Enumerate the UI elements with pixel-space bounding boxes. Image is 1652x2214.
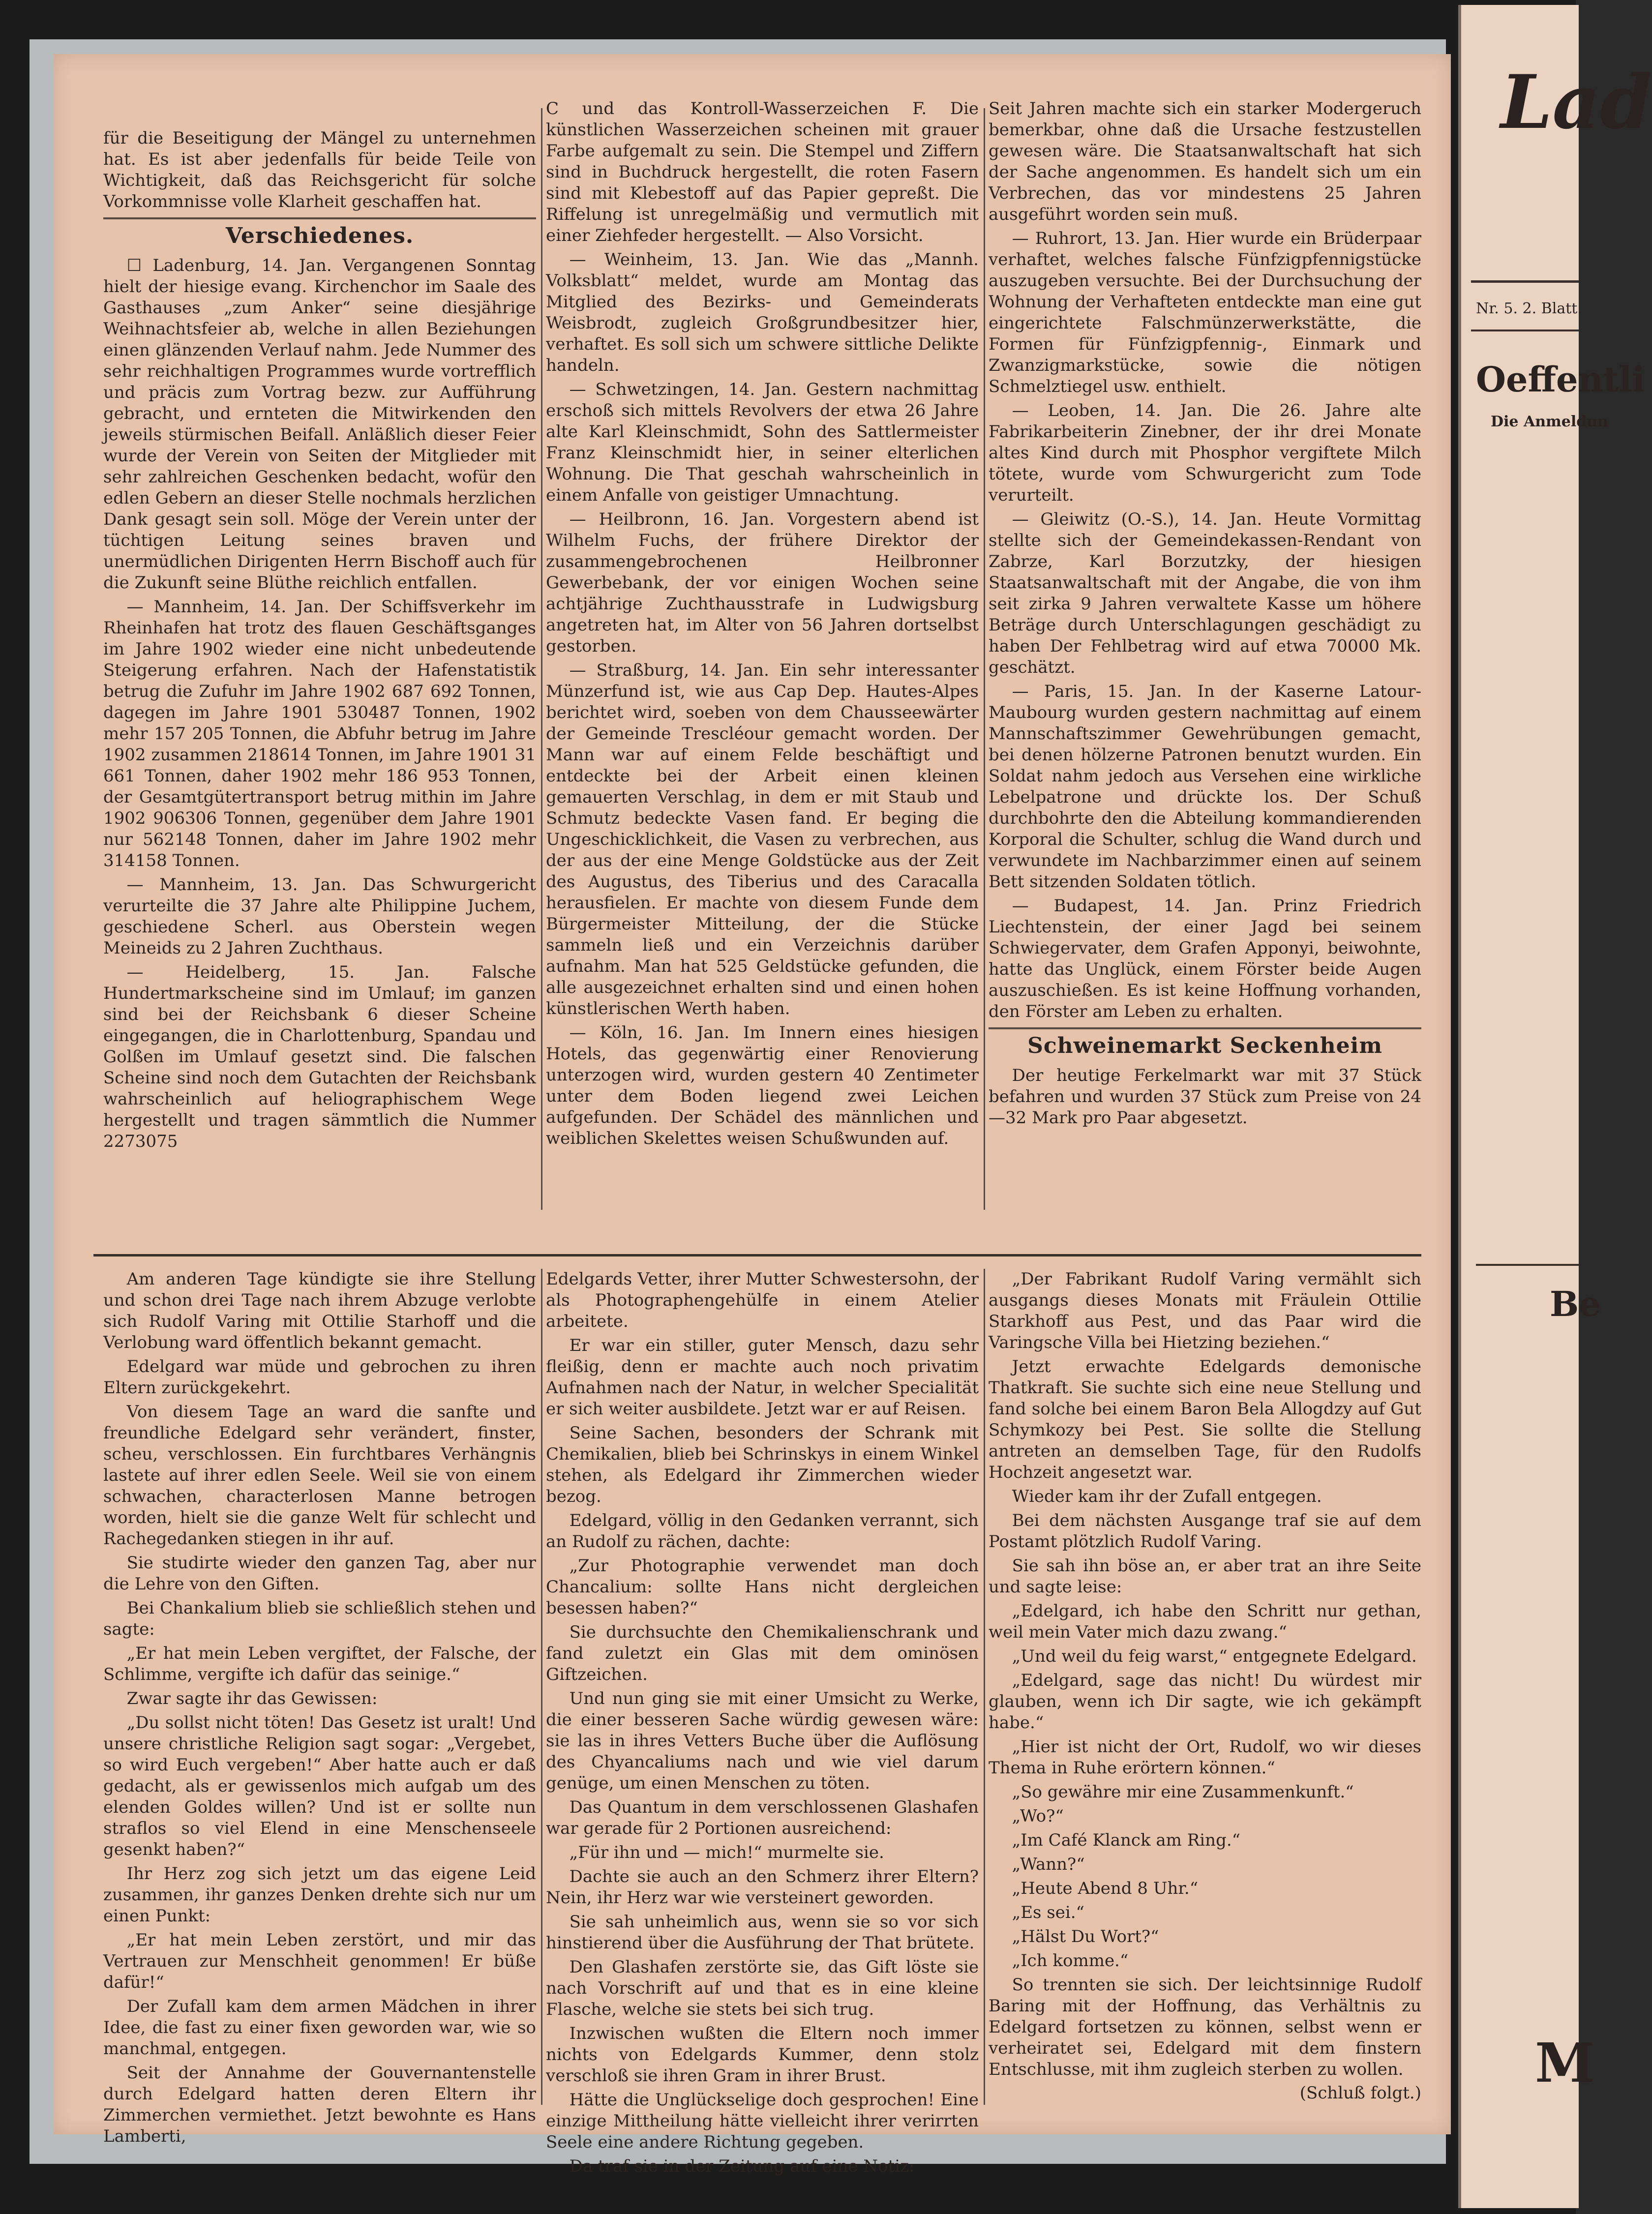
- box-fragment: Be: [1550, 1284, 1601, 1324]
- top-column-2: [546, 98, 979, 1210]
- article-continuation: C und das Kontroll-Wasserzeichen F. Die künstlichen Wasserzeichen scheinen mit grauer Farbe aufgemalt zu sein. Die Stempel und Ziffern sind in Buchdruck hergestellt, die roten Fasern sind mit Klebestoff auf das Papier gepreßt. Die Riffelung ist unregelmäßig und vermutlich mit einer Ziehfeder hergestellt. — Also Vorsicht.: [546, 99, 979, 245]
- story-paragraph: Hätte die Unglückselige doch gesprochen! Eine einzige Mittheilung hätte vielleicht ihrer verirrten Seele eine andere Richtung gegeben.: [546, 2090, 979, 2152]
- story-paragraph: „Für ihn und — mich!“ murmelte sie.: [569, 1843, 884, 1862]
- story-paragraph: Da traf sie in der Zeitung auf eine Notiz:: [569, 2156, 915, 2176]
- story-paragraph: Edelgards Vetter, ihrer Mutter Schwestersohn, der als Photographengehülfe in einem Atelier arbeitete.: [546, 1269, 979, 1331]
- story-paragraph: „Er hat mein Leben vergiftet, der Falsche, der Schlimme, vergifte ich dafür das seinige.“: [103, 1644, 536, 1684]
- story-paragraph: „Edelgard, sage das nicht! Du würdest mir glauben, wenn ich Dir sagte, wie ich gekämpft habe.“: [989, 1671, 1421, 1733]
- feuilleton-separator: [93, 1254, 1421, 1257]
- divider: [1471, 329, 1579, 331]
- feuilleton-column-1: [103, 1269, 536, 2146]
- story-paragraph: Den Glashafen zerstörte sie, das Gift löste sie nach Vorschrift auf und that es in eine kleine Flasche, welche sie stets bei sich trug.: [546, 1957, 979, 2019]
- footer-fragment: M: [1535, 2031, 1595, 2094]
- story-paragraph: Und nun ging sie mit einer Umsicht zu Werke, die einer besseren Sache würdig gewesen wäre: sie las in ihres Vetters Buche über die Auflösung des Chyancaliums nach und wie viel darum genüge, um einen Menschen zu töten.: [546, 1689, 979, 1793]
- story-paragraph: „Wo?“: [1012, 1806, 1064, 1826]
- divider: [989, 1027, 1421, 1029]
- story-paragraph: „Er hat mein Leben zerstört, und mir das Vertrauen zur Menschheit genommen! Er büße dafür!“: [103, 1930, 536, 1992]
- news-item-heidelberg: — Heidelberg, 15. Jan. Falsche Hundertmarkscheine sind im Umlauf; im ganzen sind bei der Reichsbank 6 dieser Scheine eingegangen, die in Charlottenburg, Spandau und Golßen im Umlauf gesetzt sind. Die falschen Scheine sind noch dem Gutachten der Reichsbank wahrscheinlich auf heliographischem Wege hergestellt und tragen sämmtlich die Nummer 2273075: [103, 962, 536, 1151]
- story-paragraph: „Ich komme.“: [1012, 1951, 1129, 1971]
- story-paragraph: „Du sollst nicht töten! Das Gesetz ist uralt! Und unsere christliche Religion sagt sogar: „Vergebet, so wird Euch vergeben!“ Aber hatte auch er daß gedacht, als er gewissenlos mich aufgab um des elenden Goldes willen? Und ist er sollte nun straflos so viel Elend in eine Menschenseele gesenkt haben?“: [103, 1713, 536, 1859]
- news-item-paris: — Paris, 15. Jan. In der Kaserne Latour-Maubourg wurden gestern nachmittag auf einem Mannschaftszimmer Gewehrübungen gemacht, bei denen hölzerne Patronen benutzt wurden. Ein Soldat nahm jedoch aus Versehen eine wirkliche Lebelpatrone und drückte los. Der Schuß durchbohrte den die Abteilung kommandierenden Korporal die Schulter, schlug die Wand durch und verwundete im Nachbarzimmer einen auf seinem Bett sitzenden Soldaten tötlich.: [989, 682, 1421, 892]
- story-paragraph: Jetzt erwachte Edelgards demonische Thatkraft. Sie suchte sich eine neue Stellung und fand solche bei einem Baron Bela Allogdzy auf Gut Schymkozy bei Pest. Sie sollte die Stellung antreten an demselben Tage, für den Rudolfs Hochzeit angesetzt war.: [989, 1357, 1421, 1482]
- news-item-ladenburg: ☐ Ladenburg, 14. Jan. Vergangenen Sonntag hielt der hiesige evang. Kirchenchor im Saale des Gasthauses „zum Anker“ seine diesjährige Weihnachtsfeier ab, welche in allen Beziehungen einen glänzenden Verlauf nahm. Jede Nummer des sehr reichhaltigen Programmes wurde vortrefflich und präcis zum Vortrag bezw. zur Aufführung gebracht, und ernteten die Mitwirkenden den jeweils stürmischen Beifall. Anläßlich dieser Feier wurde der Verein von Seiten der Mitglieder mit sehr zahlreichen Geschenken bedacht, wofür den edlen Gebern an dieser Stelle nochmals herzlichen Dank gesagt sein soll. Möge der Verein unter der tüchtigen Leitung seines braven und unermüdlichen Dirigenten Herrn Bischoff auch für die Zukunft seine Blüthe reichlich entfallen.: [103, 256, 536, 593]
- story-paragraph: Edelgard war müde und gebrochen zu ihren Eltern zurückgekehrt.: [103, 1357, 536, 1398]
- news-item-gleiwitz: — Gleiwitz (O.-S.), 14. Jan. Heute Vormittag stellte sich der Gemeindekassen-Rendant von Zabrze, Karl Borzutzky, der hiesigen Staatsanwaltschaft mit der Angabe, die von ihm seit zirka 9 Jahren verwaltete Kasse um höhere Beträge durch Unterschlagungen geschädigt zu haben Der Fehlbetrag wird auf etwa 70000 Mk. geschätzt.: [989, 509, 1421, 677]
- story-paragraph: „Und weil du feig warst,“ entgegnete Edelgard.: [1012, 1646, 1417, 1666]
- news-item-leoben: — Leoben, 14. Jan. Die 26. Jahre alte Fabrikarbeiterin Zinebner, der ihr drei Monate altes Kind durch mit Phosphor vergiftete Milch tötete, wurde vom Schwurgericht zum Tode verurteilt.: [989, 401, 1421, 505]
- story-paragraph: Dachte sie auch an den Schmerz ihrer Eltern? Nein, ihr Herz war wie versteinert geworden.: [546, 1867, 979, 1908]
- article-continuation: für die Beseitigung der Mängel zu unternehmen hat. Es ist aber jedenfalls für beide Teile von Wichtigkeit, daß das Reichsgericht für solche Vorkommnisse volle Klarheit geschaffen hat.: [103, 128, 536, 211]
- news-item-weinheim: — Weinheim, 13. Jan. Wie das „Mannh. Volksblatt“ meldet, wurde am Montag das Mitglied des Bezirks- und Gemeinderats Weisbrodt, zugleich Großgrundbesitzer hier, verhaftet. Es soll sich um schwere sittliche Delikte handeln.: [546, 250, 979, 375]
- adjacent-page-fragment: [1458, 5, 1652, 2208]
- story-paragraph: „Hälst Du Wort?“: [1012, 1927, 1159, 1946]
- section-heading-schweinemarkt: Schweinemarkt Seckenheim: [1027, 1033, 1382, 1058]
- story-paragraph: Sie sah ihn böse an, er aber trat an ihre Seite und sagte leise:: [989, 1556, 1421, 1597]
- news-item-strassburg: — Straßburg, 14. Jan. Ein sehr interessanter Münzerfund ist, wie aus Cap Dep. Hautes-Alpes berichtet wird, soeben von dem Chausseewärter der Gemeinde Trescléour gemacht worden. Der Mann war auf einem Felde beschäftigt und entdeckte bei der Arbeit einen kleinen gemauerten Verschlag, in dem er mit Staub und Schmutz bedeckte Vasen fand. Er beging die Ungeschicklichkeit, die Vasen zu verbrechen, aus der aus der eine Menge Goldstücke aus der Zeit des Augustus, des Tiberius und des Caracalla herausfielen. Er machte von diesem Funde dem Bürgermeister Mitteilung, der die Stücke sammeln ließ und ein Verzeichnis darüber aufnahm. Man hat 525 Geldstücke gefunden, die alle ausgezeichnet erhalten sind und einen hohen künstlerischen Werth haben.: [546, 660, 979, 1018]
- story-paragraph: „Im Café Klanck am Ring.“: [1012, 1830, 1241, 1850]
- story-paragraph: „Edelgard, ich habe den Schritt nur gethan, weil mein Vater mich dazu zwang.“: [989, 1601, 1421, 1642]
- story-paragraph: Sie studirte wieder den ganzen Tag, aber nur die Lehre von den Giften.: [103, 1553, 536, 1594]
- news-item-mannheim-shipping: — Mannheim, 14. Jan. Der Schiffsverkehr im Rheinhafen hat trotz des flauen Geschäftsganges im Jahre 1902 wieder eine nicht unbedeutende Steigerung erfahren. Nach der Hafenstatistik betrug die Zufuhr im Jahre 1902 687 692 Tonnen, dagegen im Jahre 1901 530487 Tonnen, 1902 mehr 157 205 Tonnen, die Abfuhr betrug im Jahre 1902 zusammen 218614 Tonnen, im Jahre 1901 31 661 Tonnen, daher 1902 mehr 186 953 Tonnen, der Gesamtgütertransport betrug mithin im Jahre 1902 906306 Tonnen, gegenüber dem Jahre 1901 nur 562148 Tonnen, daher im Jahre 1902 mehr 314158 Tonnen.: [103, 597, 536, 870]
- column-rule: [541, 1269, 542, 2105]
- story-paragraph: Wieder kam ihr der Zufall entgegen.: [1012, 1487, 1322, 1506]
- top-column-3: [989, 98, 1421, 1210]
- issue-line-fragment: Nr. 5. 2. Blatt.: [1476, 300, 1582, 317]
- to-be-continued-note: (Schluß folgt.): [1299, 2083, 1421, 2103]
- masthead-fragment: Lad: [1501, 59, 1652, 146]
- story-paragraph: Seit der Annahme der Gouvernantenstelle durch Edelgard hatten deren Eltern ihr Zimmerchen vermiethet. Jetzt bewohnte es Hans Lamberti,: [103, 2063, 536, 2146]
- top-column-1: [103, 128, 536, 1210]
- story-paragraph: Sie sah unheimlich aus, wenn sie so vor sich hinstierend über die Ausführung der That brütete.: [546, 1912, 979, 1953]
- news-item-schwetzingen: — Schwetzingen, 14. Jan. Gestern nachmittag erschoß sich mittels Revolvers der etwa 26 Jahre alte Karl Kleinschmidt, Sohn des Sattlermeister Franz Kleinschmidt hier, in seiner elterlichen Wohnung. Die That geschah wahrscheinlich in einem Anfalle von geistiger Umnachtung.: [546, 380, 979, 505]
- news-item-mannheim-court: — Mannheim, 13. Jan. Das Schwurgericht verurteilte die 37 Jahre alte Philippine Juchem, geschiedene Scherl. aus Oberstein wegen Meineids zu 2 Jahren Zuchthaus.: [103, 875, 536, 958]
- story-paragraph: Inzwischen wußten die Eltern noch immer nichts von Edelgards Kummer, denn stolz verschloß sie ihren Gram in ihrer Brust.: [546, 2024, 979, 2086]
- story-paragraph: „Wann?“: [1012, 1855, 1085, 1874]
- story-paragraph: Bei dem nächsten Ausgange traf sie auf dem Postamt plötzlich Rudolf Varing.: [989, 1511, 1421, 1552]
- article-continuation: Seit Jahren machte sich ein starker Modergeruch bemerkbar, ohne daß die Ursache festzustellen gewesen wäre. Die Staatsanwaltschaft hat sich der Sache angenommen. Es handelt sich um ein Verbrechen, das vor mindestens 25 Jahren ausgeführt worden sein muß.: [989, 99, 1421, 224]
- newspaper-page: [54, 54, 1451, 2176]
- story-paragraph: „So gewähre mir eine Zusammenkunft.“: [1012, 1782, 1354, 1802]
- market-report: Der heutige Ferkelmarkt war mit 37 Stück befahren und wurden 37 Stück zum Preise von 24—32 Mark pro Paar abgesetzt.: [989, 1066, 1421, 1128]
- divider: [1471, 280, 1579, 283]
- story-paragraph: „Es sei.“: [1012, 1903, 1084, 1922]
- column-rule: [984, 108, 985, 1210]
- story-paragraph: Am anderen Tage kündigte sie ihre Stellung und schon drei Tage nach ihrem Abzuge verlobte sich Rudolf Varing mit Ottilie Starhoff und die Verlobung ward öffentlich bekannt gemacht.: [103, 1269, 536, 1352]
- section-heading-verschiedenes: Verschiedenes.: [225, 223, 414, 248]
- story-paragraph: „Zur Photographie verwendet man doch Chancalium: sollte Hans nicht dergleichen besessen haben?“: [546, 1556, 979, 1618]
- story-paragraph: Er war ein stiller, guter Mensch, dazu sehr fleißig, denn er machte auch noch privatim Aufnahmen nach der Natur, in welcher Specialität er sich weiter ausbildete. Jetzt war er auf Reisen.: [546, 1336, 979, 1419]
- divider: [103, 217, 536, 219]
- story-paragraph: Ihr Herz zog sich jetzt um das eigene Leid zusammen, ihr ganzes Denken drehte sich nur um einen Punkt:: [103, 1864, 536, 1926]
- story-paragraph: Das Quantum in dem verschlossenen Glashafen war gerade für 2 Portionen ausreichend:: [546, 1797, 979, 1838]
- column-rule: [541, 108, 542, 1210]
- feuilleton-column-3: [989, 1269, 1421, 2115]
- news-item-budapest: — Budapest, 14. Jan. Prinz Friedrich Liechtenstein, der einer Jagd bei seinem Schwiegervater, dem Grafen Apponyi, beiwohnte, hatte das Unglück, einem Förster beide Augen auszuschießen. Es ist keine Hoffnung vorhanden, den Förster am Leben zu erhalten.: [989, 896, 1421, 1021]
- story-paragraph: „Heute Abend 8 Uhr.“: [1012, 1879, 1199, 1898]
- news-item-koeln: — Köln, 16. Jan. Im Innern eines hiesigen Hotels, das gegenwärtig einer Renovierung unterzogen wird, wurden gestern 40 Zentimeter unter dem Boden liegend zwei Leichen aufgefunden. Der Schädel des männlichen und weiblichen Skelettes weisen Schußwunden auf.: [546, 1023, 979, 1148]
- story-paragraph: „Der Fabrikant Rudolf Varing vermählt sich ausgangs dieses Monats mit Fräulein Ottilie Starkhoff aus Pest, und das Paar wird die Varingsche Villa bei Hietzing beziehen.“: [989, 1269, 1421, 1352]
- news-item-ruhrort: — Ruhrort, 13. Jan. Hier wurde ein Brüderpaar verhaftet, welches falsche Fünfzigpfennigstücke auszugeben versuchte. Bei der Durchsuchung der Wohnung der Verhafteten entdeckte man eine gut eingerichtete Falschmünzerwerkstätte, die Formen für Fünfzigpfennig-, Einmark und Zwanzigmarkstücke, sowie die nötigen Schmelztiegel usw. enthielt.: [989, 229, 1421, 396]
- story-paragraph: Zwar sagte ihr das Gewissen:: [126, 1689, 378, 1708]
- story-paragraph: Sie durchsuchte den Chemikalienschrank und fand zuletzt ein Glas mit dem ominösen Giftzeichen.: [546, 1622, 979, 1684]
- news-item-heilbronn: — Heilbronn, 16. Jan. Vorgestern abend ist Wilhelm Fuchs, der frühere Direktor der zusammengebrochenen Heilbronner Gewerbebank, der vor einigen Wochen seine achtjährige Zuchthausstrafe in Ludwigsburg angetreten hat, im Alter von 56 Jahren dortselbst gestorben.: [546, 509, 979, 656]
- story-paragraph: Der Zufall kam dem armen Mädchen in ihrer Idee, die fast zu einer fixen geworden war, wie so manchmal, entgegen.: [103, 1997, 536, 2059]
- subhead-fragment: Die Anmeldun: [1491, 413, 1608, 430]
- column-rule: [984, 1269, 985, 2105]
- story-paragraph: So trennten sie sich. Der leichtsinnige Rudolf Baring mit der Hoffnung, das Verhältnis zu Edelgard fortsetzen zu können, selbst wenn er verheiratet sei, Edelgard mit dem finstern Entschlusse, mit ihm zugleich sterben zu wollen.: [989, 1975, 1421, 2079]
- story-paragraph: Von diesem Tage an ward die sanfte und freundliche Edelgard sehr verändert, finster, scheu, verschlossen. Ein furchtbares Verhängnis lastete auf ihrer edlen Seele. Weil sie von einem schwachen, characterlosen Manne betrogen worden, hielt sie die ganze Welt für schlecht und Rachegedanken stiegen in ihr auf.: [103, 1402, 536, 1549]
- story-paragraph: „Hier ist nicht der Ort, Rudolf, wo wir dieses Thema in Ruhe erörtern können.“: [989, 1737, 1421, 1778]
- story-paragraph: Seine Sachen, besonders der Schrank mit Chemikalien, blieb bei Schrinskys in einem Winkel stehen, als Edelgard ihr Zimmerchen wieder bezog.: [546, 1423, 979, 1506]
- feuilleton-column-2: [546, 1269, 979, 2176]
- headline-fragment: Oeffentli: [1476, 359, 1645, 400]
- story-paragraph: Edelgard, völlig in den Gedanken verrannt, sich an Rudolf zu rächen, dachte:: [546, 1511, 979, 1552]
- divider: [1476, 1264, 1579, 1266]
- story-paragraph: Bei Chankalium blieb sie schließlich stehen und sagte:: [103, 1598, 536, 1639]
